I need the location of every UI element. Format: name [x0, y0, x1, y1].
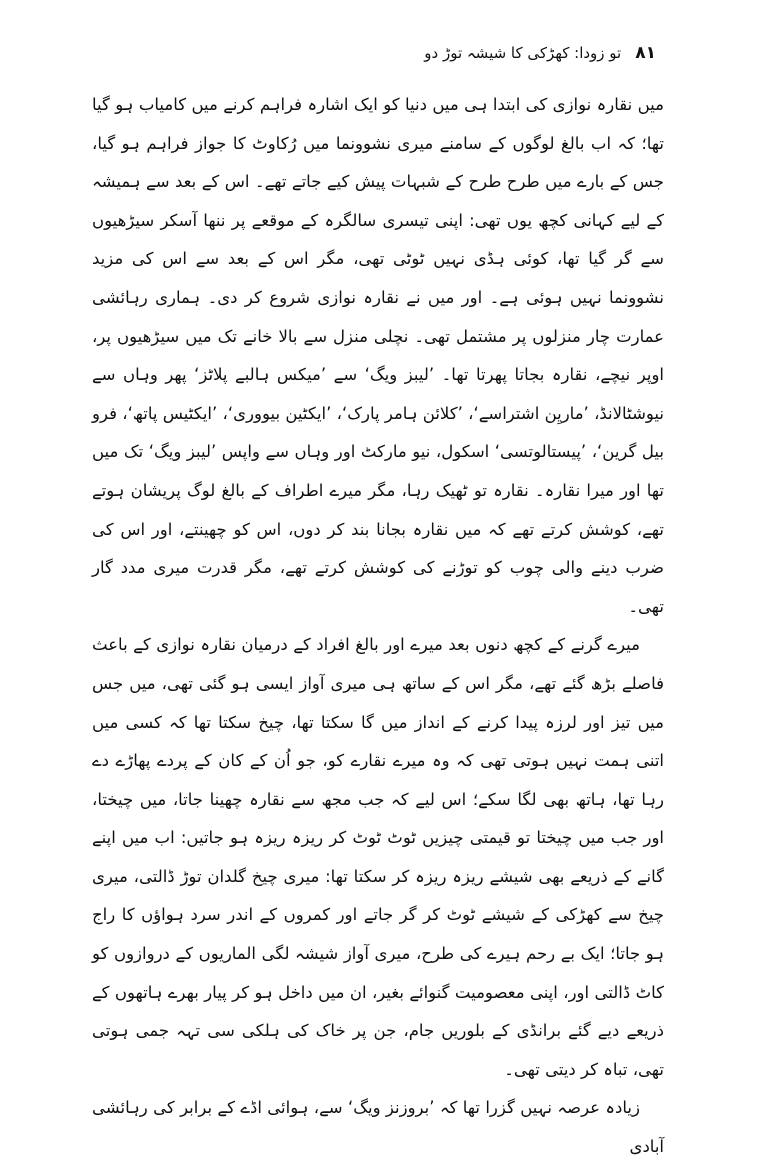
paragraph-3: زیادہ عرصہ نہیں گزرا تھا کہ ’بروزنز ویگ‘ سے، ہوائی اڈے کے برابر کی رہائشی آبادی [92, 1098, 664, 1157]
body-text [92, 86, 664, 1167]
paragraph-1: میں نقارہ نوازی کی ابتدا ہی میں دنیا کو ایک اشارہ فراہم کرنے میں کامیاب ہو گیا تھا؛ کہ اب بالغ لوگوں کے سامنے میری نشوونما میں رُکاوٹ کا جواز فراہم ہو گیا، جس کے بارے میں طرح طرح کے شبہات پیش کیے جاتے تھے۔ اس کے بعد سے ہمیشہ کے لیے کہانی کچھ یوں تھی: اپنی تیسری سالگرہ کے موقعے پر ننھا آسکر سیڑھیوں سے گر گیا تھا، کوئی ہڈی نہیں ٹوٹی تھی، مگر اس کے بعد سے اس کی مزید نشوونما نہیں ہوئی ہے۔ اور میں نے نقارہ نوازی شروع کر دی۔ ہماری رہائشی عمارت چار منزلوں پر مشتمل تھی۔ نچلی منزل سے بالا خانے تک میں سیڑھیوں پر، اوپر نیچے، نقارہ بجاتا پھرتا تھا۔ ’لیبز ویگ‘ سے ’میکس ہالبے پلاٹز‘ پھر وہاں سے نیوشٹالانڈ، ’ماریِن اشتراسے‘، ’کلائن ہامر پارک‘، ’ایکٹین بیووری‘، ’ایکٹیس پاتھ‘، فرو بیل گرین‘، ’پیستالوتسی‘ اسکول، نیو مارکٹ اور وہاں سے واپس ’لیبز ویگ‘ تک میں تھا اور میرا نقارہ۔ نقارہ تو ٹھیک رہا، مگر میرے اطراف کے بالغ لوگ پریشان ہوتے تھے، کوشش کرتے تھے کہ میں نقارہ بجانا بند کر دوں، اس کو چھینتے، اور اس کی ضرب دینے والی چوب کو توڑنے کی کوشش کرتے تھے، مگر قدرت میری مدد گار تھی۔ [92, 95, 664, 616]
page-number: ۸۱ [635, 43, 656, 63]
running-title: تو زودا: کھڑکی کا شیشہ توڑ دو [424, 44, 622, 62]
running-head [96, 38, 656, 68]
paragraph-2: میرے گرنے کے کچھ دنوں بعد میرے اور بالغ افراد کے درمیان نقارہ نوازی کے باعث فاصلے بڑھ گئے تھے، مگر اس کے ساتھ ہی میری آواز ایسی ہو گئی تھی، میں جس میں تیز اور لرزہ پیدا کرنے کے انداز میں گا سکتا تھا، چیخ سکتا تھا کہ کسی میں اتنی ہمت نہیں ہوتی تھی کہ وہ میرے نقارے کو، جو اُن کے کان کے پردے پھاڑے دے رہا تھا، ہاتھ بھی لگا سکے؛ اس لیے کہ جب مجھ سے نقارہ چھینا جاتا، میں چیختا، اور جب میں چیختا تو قیمتی چیزیں ٹوٹ ٹوٹ کر ریزہ ریزہ ہو جاتیں: اب میں اپنے گانے کے ذریعے بھی شیشے ریزہ ریزہ کر سکتا تھا: میری چیخ گلدان توڑ ڈالتی، میری چیخ سے کھڑکی کے شیشے ٹوٹ کر گر جاتے اور کمروں کے اندر سرد ہواؤں کا راج ہو جاتا؛ ایک بے رحم ہیرے کی طرح، میری آواز شیشہ لگی الماریوں کے دروازوں کو کاٹ ڈالتی اور، اپنی معصومیت گنوائے بغیر، ان میں داخل ہو کر پیار بھرے ہاتھوں کے ذریعے دیے گئے برانڈی کے بلوریں جام، جن پر خاک کی ہلکی سی تہہ جمی ہوتی تھی، تباہ کر دیتی تھی۔ [92, 635, 664, 1079]
